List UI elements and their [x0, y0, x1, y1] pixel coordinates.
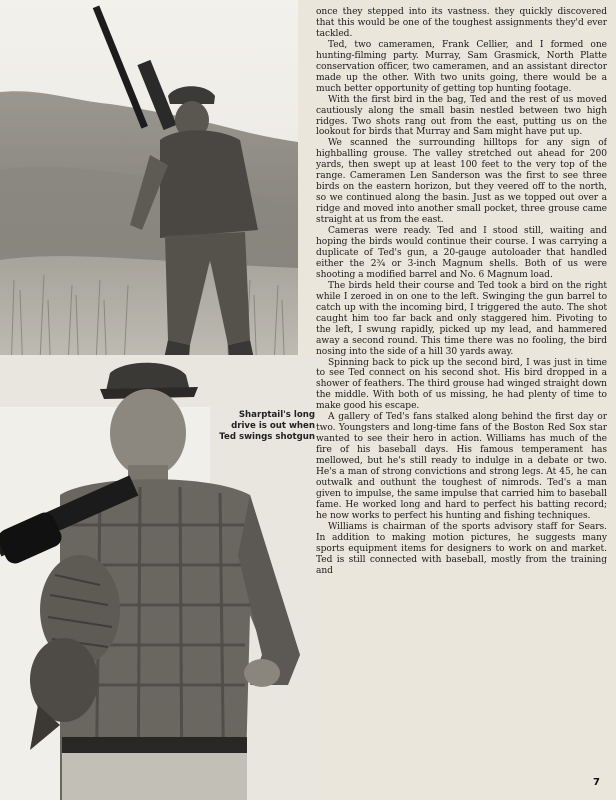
- caption-line: Ted swings shotgun: [219, 432, 315, 442]
- caption-line: drive is out when: [231, 421, 315, 431]
- article-paragraph: Williams is chairman of the sports advisory staff for Sears. In addition to making motion pictures, he suggests many sports equipment items for designers to work on and market. Ted is still connected with baseball, mostly from the training and: [316, 521, 607, 576]
- article-paragraph: A gallery of Ted's fans stalked along behind the first day or two. Youngsters and long-time fans of the Boston Red Sox star wanted to see their hero in action. Williams has much of the fire of his baseball days. His famous temperament has mellowed, but he's still ready to indulge in a debate or two. He's a man of strong convictions and strong legs. At 45, he can outwalk and outhunt the toughest of nimrods. Ted's a man given to impulse, the same impulse that carried him to baseball fame. He worked long and hard to perfect his batting record; he now works to perfect his hunting and fishing techniques.: [316, 412, 607, 521]
- photo-caption: [215, 410, 315, 443]
- article-paragraph: With the first bird in the bag, Ted and the rest of us moved cautiously along the small basin nestled between two high ridges. Two shots rang out from the east, putting us on the lookout for birds that Murray and Sam might have put up.: [316, 94, 607, 138]
- article-paragraph: Spinning back to pick up the second bird, I was just in time to see Ted connect on his second shot. His bird dropped in a shower of feathers. The third grouse had winged straight down the middle. With both of us missing, he had plenty of time to make good his escape.: [316, 357, 607, 412]
- hunter-in-field-photo: [0, 0, 298, 405]
- article-paragraph: The birds held their course and Ted took a bird on the right while I zeroed in on one to the left. Swinging the gun barrel to catch up with the incoming bird, I triggered the auto. The shot caught him too far back and only staggered him. Pivoting to the left, I swung rapidly, picked up my lead, and hammered away a second round. This time there was no fooling, the bird nosing into the side of a hill 30 yards away.: [316, 280, 607, 357]
- article-paragraph: We scanned the surrounding hilltops for any sign of highballing grouse. The valley stretched out ahead for 200 yards, then swept up at least 100 feet to the very top of the range. Cameramen Len Sanderson was the first to see three birds on the eastern horizon, but they veered off to the north, so we continued along the basin. Just as we topped out over a ridge and moved into another small pocket, three grouse came straight at us from the east.: [316, 138, 607, 226]
- article-body: [316, 7, 607, 777]
- article-paragraph: Ted, two cameramen, Frank Cellier, and I formed one hunting-filming party. Murray, Sam Grasmick, North Platte conservation officer, two cameramen, and an assistant director made up the other. With two units going, there would be a much better opportunity of getting top hunting footage.: [316, 39, 607, 94]
- article-paragraph: Cameras were ready. Ted and I stood still, waiting and hoping the birds would continue their course. I was carrying a duplicate of Ted's gun, a 20-gauge autoloader that handled either the 2¾ or 3-inch Magnum shells. Both of us were shooting a modified barrel and No. 6 Magnum load.: [316, 226, 607, 280]
- hunter-in-field-icon: [0, 0, 298, 405]
- page-number: 7: [593, 777, 600, 788]
- article-paragraph: once they stepped into its vastness. they quickly discovered that this would be one of the toughest assignments they'd ever tackled.: [316, 7, 607, 39]
- caption-line: Sharptail's long: [238, 410, 315, 420]
